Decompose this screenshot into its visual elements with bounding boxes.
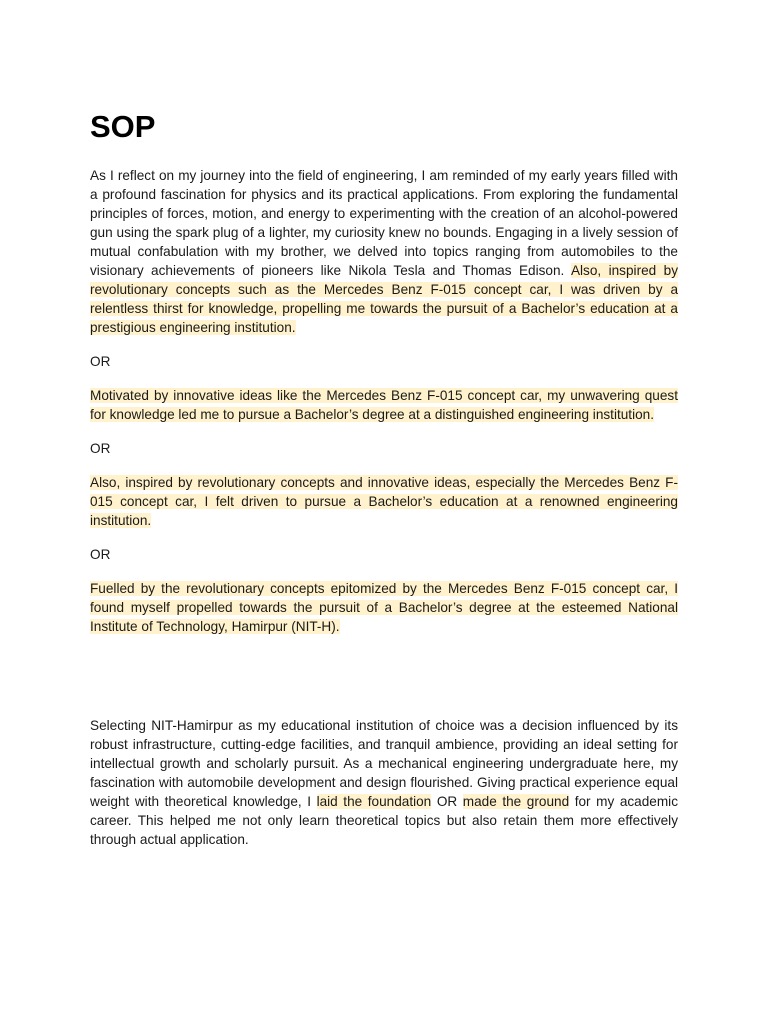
or-separator: OR [90, 354, 111, 369]
option-b-highlight: made the ground [462, 794, 570, 809]
second-paragraph-text: Selecting NIT-Hamirpur as my educational institution of choice was a decision influenced by its robust infrastructure, cutting-edge facilities, and tranquil ambience, providing an ideal setting for intellectual growth and scholarly pursuit. As a mechanical engineering undergraduate here, my fascination with automobile development and design flourished. Giving practical experience equal weight with theoretical knowledge, I [90, 718, 678, 809]
intro-paragraph [90, 166, 678, 337]
second-paragraph-ending: for my academic career. This helped me not only learn theoretical topics but also retain them more effectively through actual application. [90, 794, 678, 847]
intro-highlighted-text: Also, inspired by revolutionary concepts such as the Mercedes Benz F-015 concept car, I was driven by a relentless thirst for knowledge, propelling me towards the pursuit of a Bachelor’s education at a prestigious engineering institution. [90, 263, 678, 335]
second-paragraph [90, 716, 678, 849]
document-title: SOP [90, 109, 156, 144]
or-word: OR [431, 794, 463, 809]
blank-space [90, 651, 678, 716]
document-body [90, 108, 678, 864]
alternative-text: Also, inspired by revolutionary concepts and innovative ideas, especially the Mercedes Benz F-015 concept car, I felt driven to pursue a Bachelor’s education at a renowned engineering institution. [90, 475, 678, 528]
alternative-text: Motivated by innovative ideas like the Mercedes Benz F-015 concept car, my unwavering quest for knowledge led me to pursue a Bachelor’s degree at a distinguished engineering institution. [90, 388, 678, 422]
alternative-paragraph [90, 473, 678, 530]
option-a-highlight: laid the foundation [316, 794, 432, 809]
alternative-text: Fuelled by the revolutionary concepts epitomized by the Mercedes Benz F-015 concept car, I found myself propelled towards the pursuit of a Bachelor’s degree at the esteemed National Institute of Technology, Hamirpur (NIT-H). [90, 581, 678, 634]
or-separator: OR [90, 441, 111, 456]
or-separator: OR [90, 547, 111, 562]
alternative-paragraph [90, 579, 678, 636]
intro-text: As I reflect on my journey into the field of engineering, I am reminded of my early years filled with a profound fascination for physics and its practical applications. From exploring the fundamental principles of forces, motion, and energy to experimenting with the creation of an alcohol-powered gun using the spark plug of a lighter, my curiosity knew no bounds. Engaging in a lively session of mutual confabulation with my brother, we delved into topics ranging from automobiles to the visionary achievements of pioneers like Nikola Tesla and Thomas Edison. [90, 168, 678, 278]
alternative-paragraph [90, 386, 678, 424]
